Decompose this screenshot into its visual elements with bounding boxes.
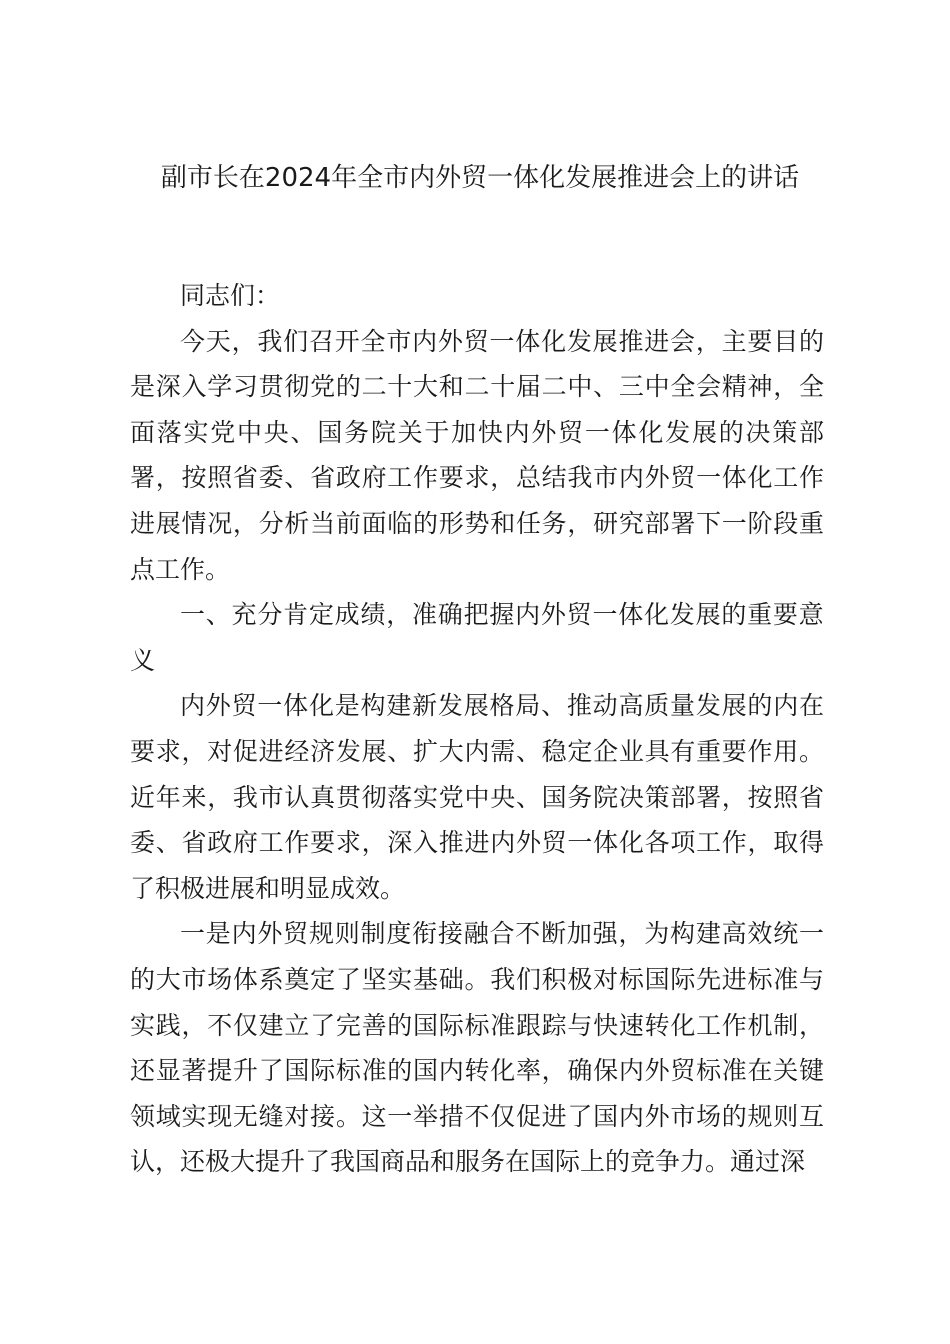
salutation: 同志们： <box>180 281 281 310</box>
document-title: 副市长在2024年全市内外贸一体化发展推进会上的讲话 <box>160 163 800 193</box>
section-heading-1: 一、充分肯定成绩，准确把握内外贸一体化发展的重要意义 <box>130 600 824 675</box>
paragraph-point-one: 一是内外贸规则制度衔接融合不断加强，为构建高效统一的大市场体系奠定了坚实基础。我们积极对标国际先进标准与实践，不仅建立了完善的国际标准跟踪与快速转化工作机制，还显著提升了国际标准的国内转化率，确保内外贸标准在关键领域实现无缝对接。这一举措不仅促进了国内外市场的规则互认，还极大提升了我国商品和服务在国际上的竞争力。通过深 <box>130 919 824 1177</box>
document-body <box>130 273 824 1185</box>
paragraph-significance: 内外贸一体化是构建新发展格局、推动高质量发展的内在要求，对促进经济发展、扩大内需、稳定企业具有重要作用。近年来，我市认真贯彻落实党中央、国务院决策部署，按照省委、省政府工作要求，深入推进内外贸一体化各项工作，取得了积极进展和明显成效。 <box>130 691 824 903</box>
paragraph-intro: 今天，我们召开全市内外贸一体化发展推进会，主要目的是深入学习贯彻党的二十大和二十届二中、三中全会精神，全面落实党中央、国务院关于加快内外贸一体化发展的决策部署，按照省委、省政府工作要求，总结我市内外贸一体化工作进展情况，分析当前面临的形势和任务，研究部署下一阶段重点工作。 <box>130 326 824 584</box>
